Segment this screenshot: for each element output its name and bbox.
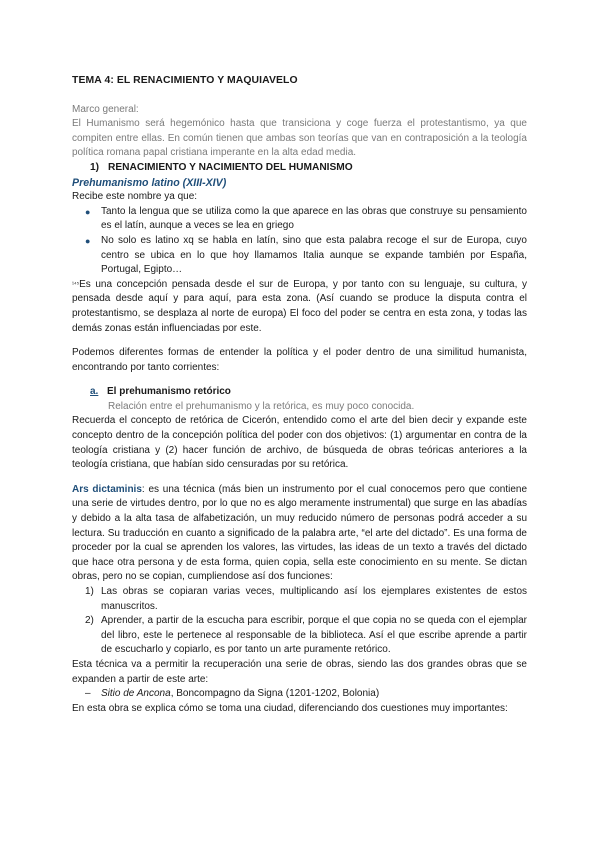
subheading-note: Relación entre el prehumanismo y la retórica, es muy poco conocida. [108,400,415,412]
section-number: 1) [90,161,100,173]
work-details: , Boncompagno da Signa (1201-1202, Bolonia) [170,688,380,700]
list-item-text: No solo es latino xq se habla en latín, sino que esta palabra recoge el sur de Europa, cuyo centro se ubica en lo que hoy llamamos Italia aunque se expande también por España, Portugal, Egipto… [101,234,527,276]
intro-text: Recibe este nombre ya que: [72,191,198,203]
footnote-mark: ¹⁴⁵ [72,281,80,288]
work-reference [72,687,527,702]
section-heading [90,161,527,176]
marco-label: Marco general: [72,103,139,115]
list-item [72,585,527,614]
document-body [72,74,527,716]
list-item-text: Tanto la lengua que se utiliza como la que aparece en las obras que construye su pensamiento es el latín, aunque a veces se lea en griego [101,205,527,232]
list-item-text: Las obras se copiaran varias veces, multiplicando así los ejemplares existentes de estos manuscritos. [101,586,527,612]
subsection-heading: Prehumanismo latino (XIII-XIV) [72,176,227,189]
list-number: 2) [85,615,94,627]
page-title: TEMA 4: EL RENACIMIENTO Y MAQUIAVELO [72,75,298,86]
list-item [72,614,527,658]
paragraph [72,278,527,336]
ars-term: Ars dictaminis [72,483,142,495]
marco-text: El Humanismo será hegemónico hasta que transiciona y coge fuerza el protestantismo, ya que compiten entre ellas. En común tienen que ambas son teorías que van en contraposición a la teología política romana papal cristiana imperante en la alta edad media. [72,118,527,159]
section-title: RENACIMIENTO Y NACIMIENTO DEL HUMANISMO [108,161,353,173]
subheading-letter: a. [90,386,99,398]
paragraph: Podemos diferentes formas de entender la política y el poder dentro de una similitud humanista, encontrando por tanto corrientes: [72,347,527,373]
numbered-list [72,585,527,658]
dash-marker: – [85,688,91,700]
paragraph: En esta obra se explica cómo se toma una ciudad, diferenciando dos cuestiones muy importantes: [72,702,508,714]
list-number: 1) [85,586,94,597]
subheading-a [90,385,527,400]
list-item [72,205,527,234]
work-title: Sitio de Ancona [101,688,171,700]
bullet-list [72,205,527,278]
paragraph [72,483,527,585]
paragraph: Esta técnica va a permitir la recuperación una serie de obras, siendo las dos grandes obras que se expanden a partir de este arte: [72,658,527,685]
paragraph: Recuerda el concepto de retórica de Cicerón, entendido como el arte del bien decir y expande este concepto dentro de la concepción política del poder con dos objetivos: (1) argumentar en contra de la teología cristiana y (2) hacer función de archivo, de búsqueda de obras teóricas anteriores a la teología cristiana, que habían sido censuradas por su retórica. [72,415,527,471]
subheading-title: El prehumanismo retórico [107,386,231,398]
bullet-icon: ● [85,235,91,246]
paragraph-text: : es una técnica (más bien un instrumento por el cual conocemos pero que contiene una serie de virtudes dentro, por lo que no es algo meramente instrumental) que surge en las abadías y debido a la alta tasa de alfabetización, un muy reducido número de personas podrá acceder a su lectura. Su traducción en cuanto a significado de la palabra arte, “el arte del dictado”. Es una forma de proceder por la cual se aprenden los valores, las virtudes, las ideas de un texto a través del dictado que hace otra persona y de esta forma, quien copia, sella este conocimiento en su mente. Se dictan obras, pero no se copian, cumpliendose así dos funciones: [72,483,528,583]
list-item-text: Aprender, a partir de la escucha para escribir, porque el que copia no se queda con el ejemplar del libro, este le pertenece al responsable de la biblioteca. Así el que escribe aprende a partir de escucharlo y copiarlo, es por tanto un arte puramente retórico. [101,615,527,656]
list-item [72,234,527,278]
bullet-icon: ● [85,206,91,217]
paragraph-text: Es una concepción pensada desde el sur de Europa, y por tanto con su lenguaje, su cultura, y pensada desde aquí y para aquí, para esta zona. (Así cuando se produce la disputa contra el protestantismo, se desplaza al norte de europa) El foco del poder se centra en esta zona, y todas las demás zonas están influenciadas por este. [72,278,527,334]
